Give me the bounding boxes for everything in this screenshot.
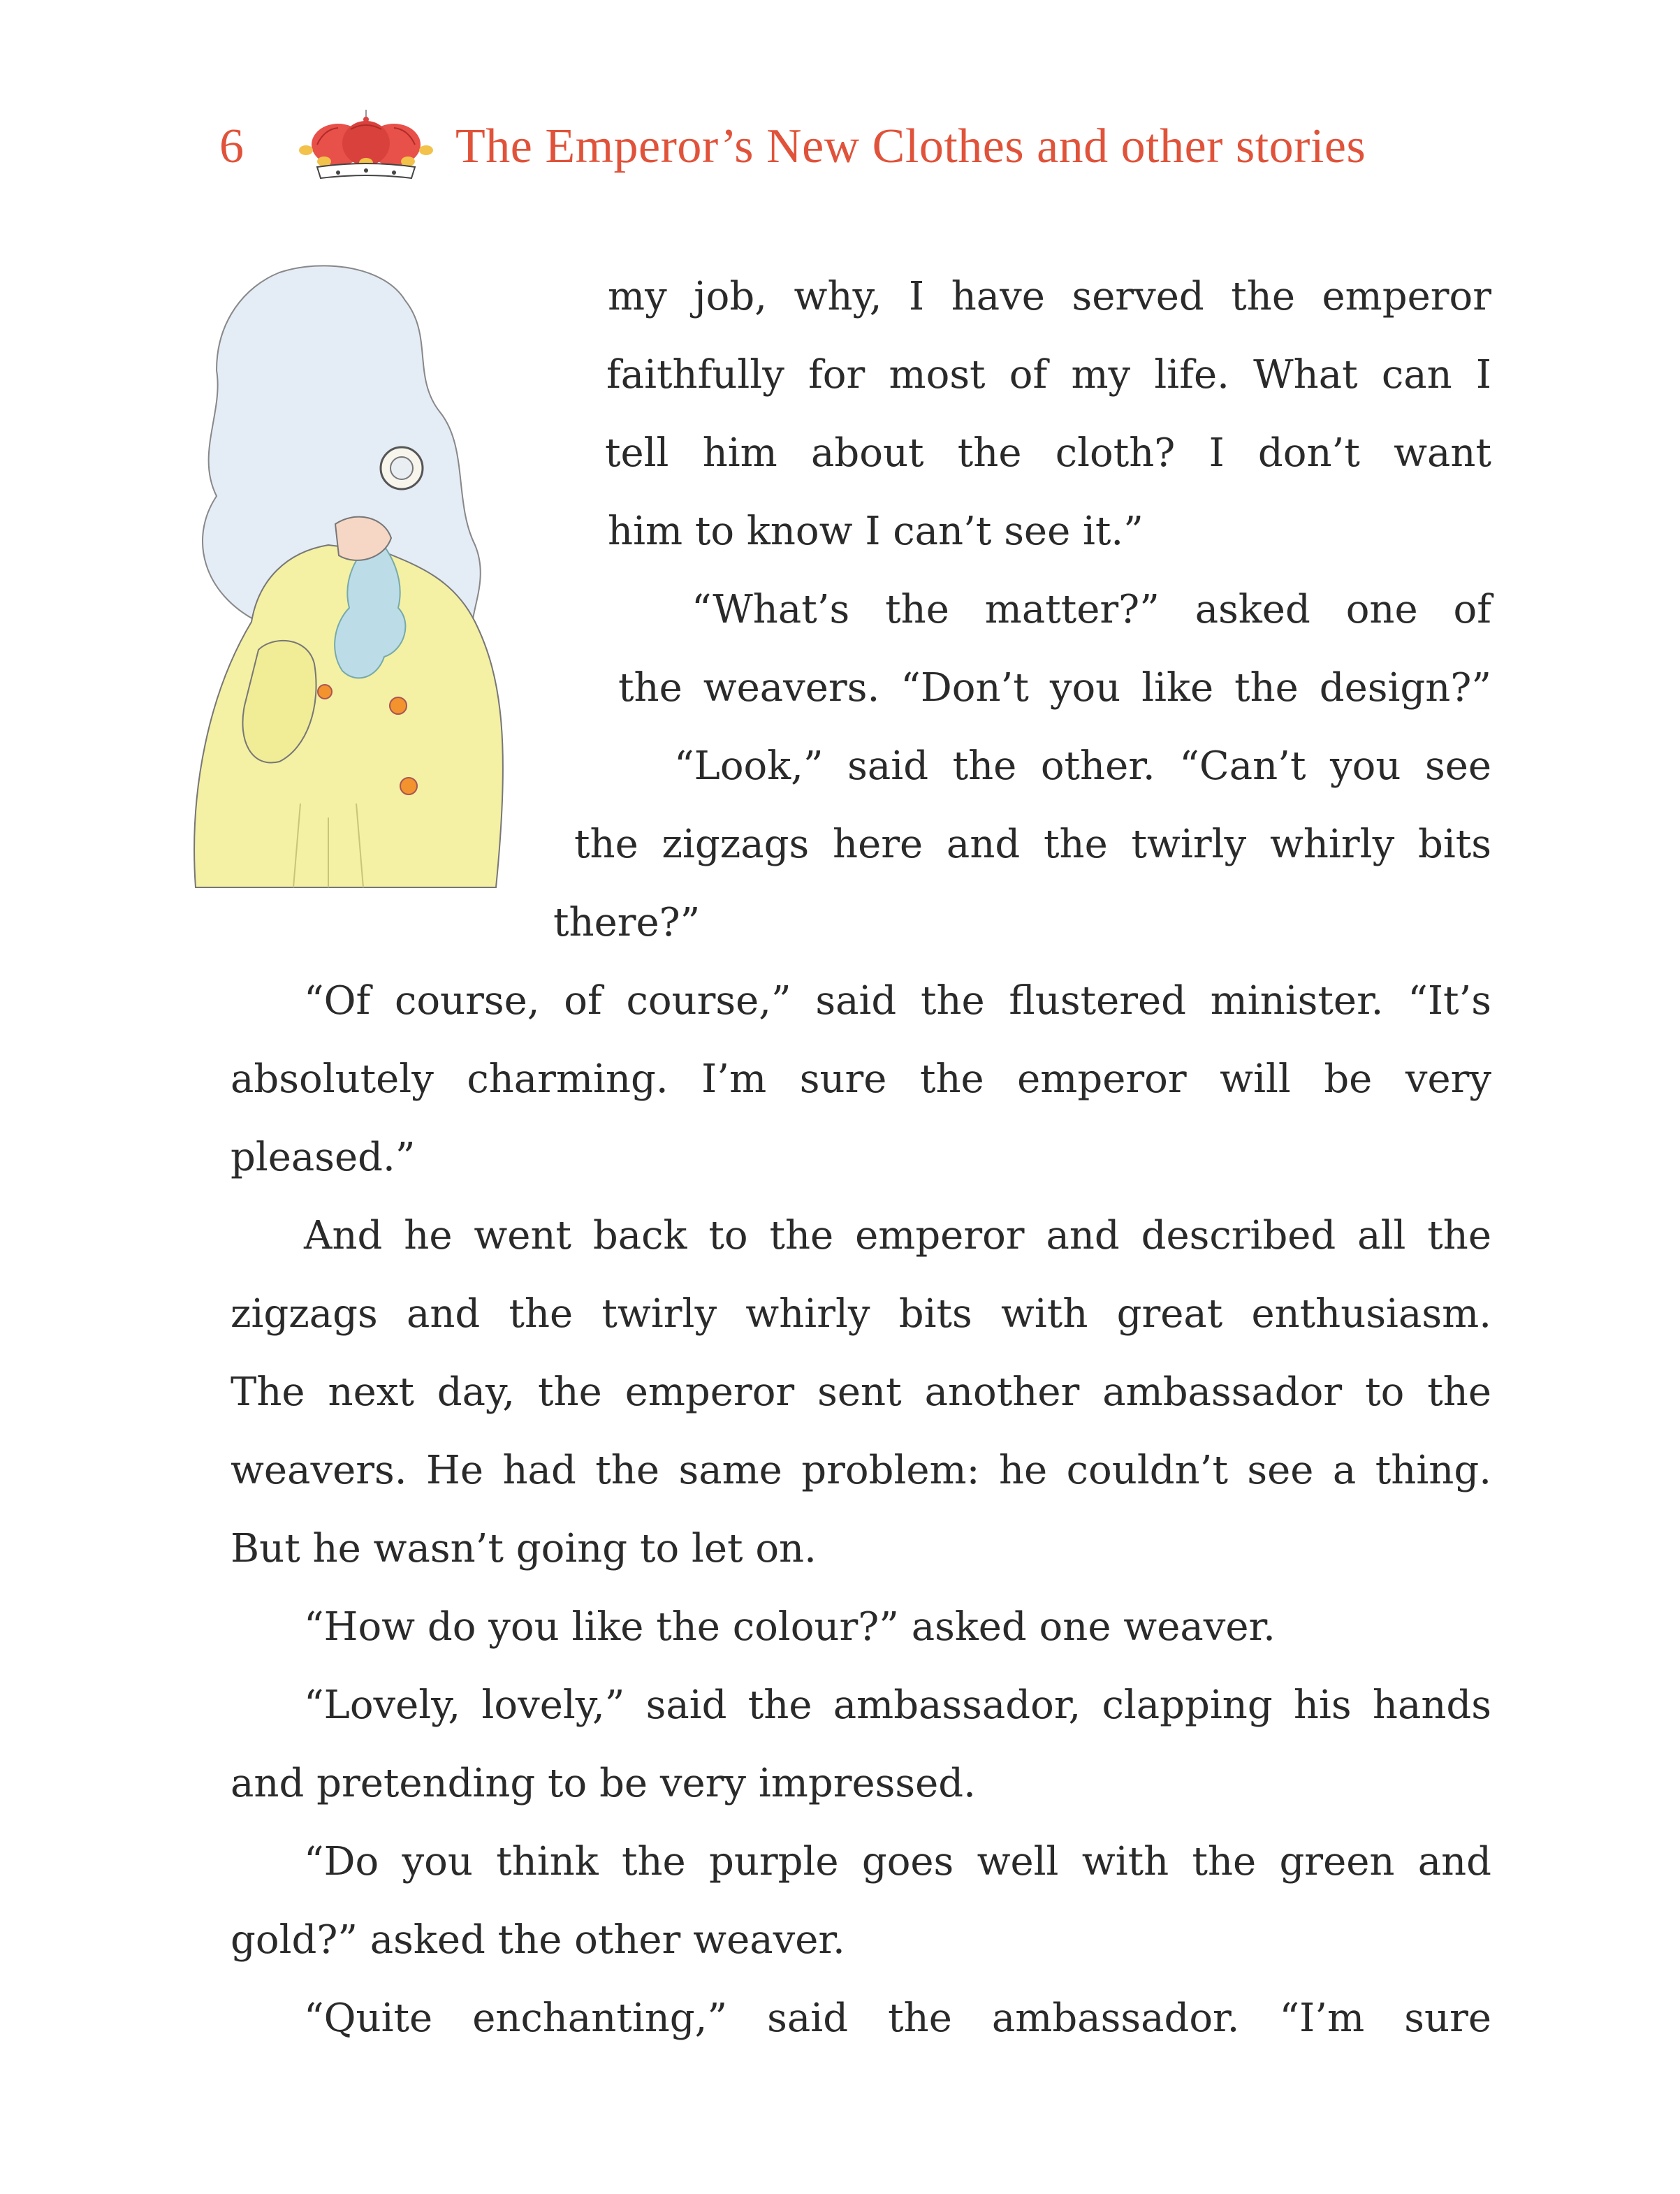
text-line: the weavers. “Don’t you like the design?” xyxy=(618,665,1491,711)
text-line: “Of course, of course,” said the flustered minister. “It’s xyxy=(304,978,1491,1024)
text-line: And he went back to the emperor and described all the xyxy=(304,1213,1491,1258)
text-line: absolutely charming. I’m sure the emperor will be very xyxy=(231,1056,1491,1102)
text-line: zigzags and the twirly whirly bits with great enthusiasm. xyxy=(231,1291,1491,1337)
page-number: 6 xyxy=(219,119,244,173)
text-line: weavers. He had the same problem: he couldn’t see a thing. xyxy=(231,1448,1491,1493)
text-line: the zigzags here and the twirly whirly bits xyxy=(574,822,1491,867)
text-line: “Do you think the purple goes well with the green and xyxy=(304,1839,1491,1884)
running-title: The Emperor’s New Clothes and other stories xyxy=(455,119,1366,173)
minister-with-monocle-illustration xyxy=(175,259,538,901)
text-line: “Quite enchanting,” said the ambassador. “I’m sure xyxy=(304,1996,1491,2041)
text-line: gold?” asked the other weaver. xyxy=(231,1917,845,1963)
page-header xyxy=(219,105,1366,189)
text-line: there?” xyxy=(553,900,701,945)
text-line: “Lovely, lovely,” said the ambassador, clapping his hands xyxy=(304,1683,1491,1728)
text-line: But he wasn’t going to let on. xyxy=(231,1526,817,1571)
text-line: my job, why, I have served the emperor xyxy=(608,274,1491,319)
text-line: “What’s the matter?” asked one of xyxy=(692,587,1491,632)
text-line: and pretending to be very impressed. xyxy=(231,1761,976,1806)
text-line: him to know I can’t see it.” xyxy=(608,509,1144,554)
text-line: “Look,” said the other. “Can’t you see xyxy=(674,743,1491,789)
text-line: The next day, the emperor sent another ambassador to the xyxy=(231,1370,1491,1415)
text-line: “How do you like the colour?” asked one weaver. xyxy=(304,1604,1276,1650)
text-line: faithfully for most of my life. What can I xyxy=(606,352,1491,398)
crown-icon xyxy=(296,108,436,185)
text-line: pleased.” xyxy=(231,1135,416,1180)
text-line: tell him about the cloth? I don’t want xyxy=(605,430,1491,476)
